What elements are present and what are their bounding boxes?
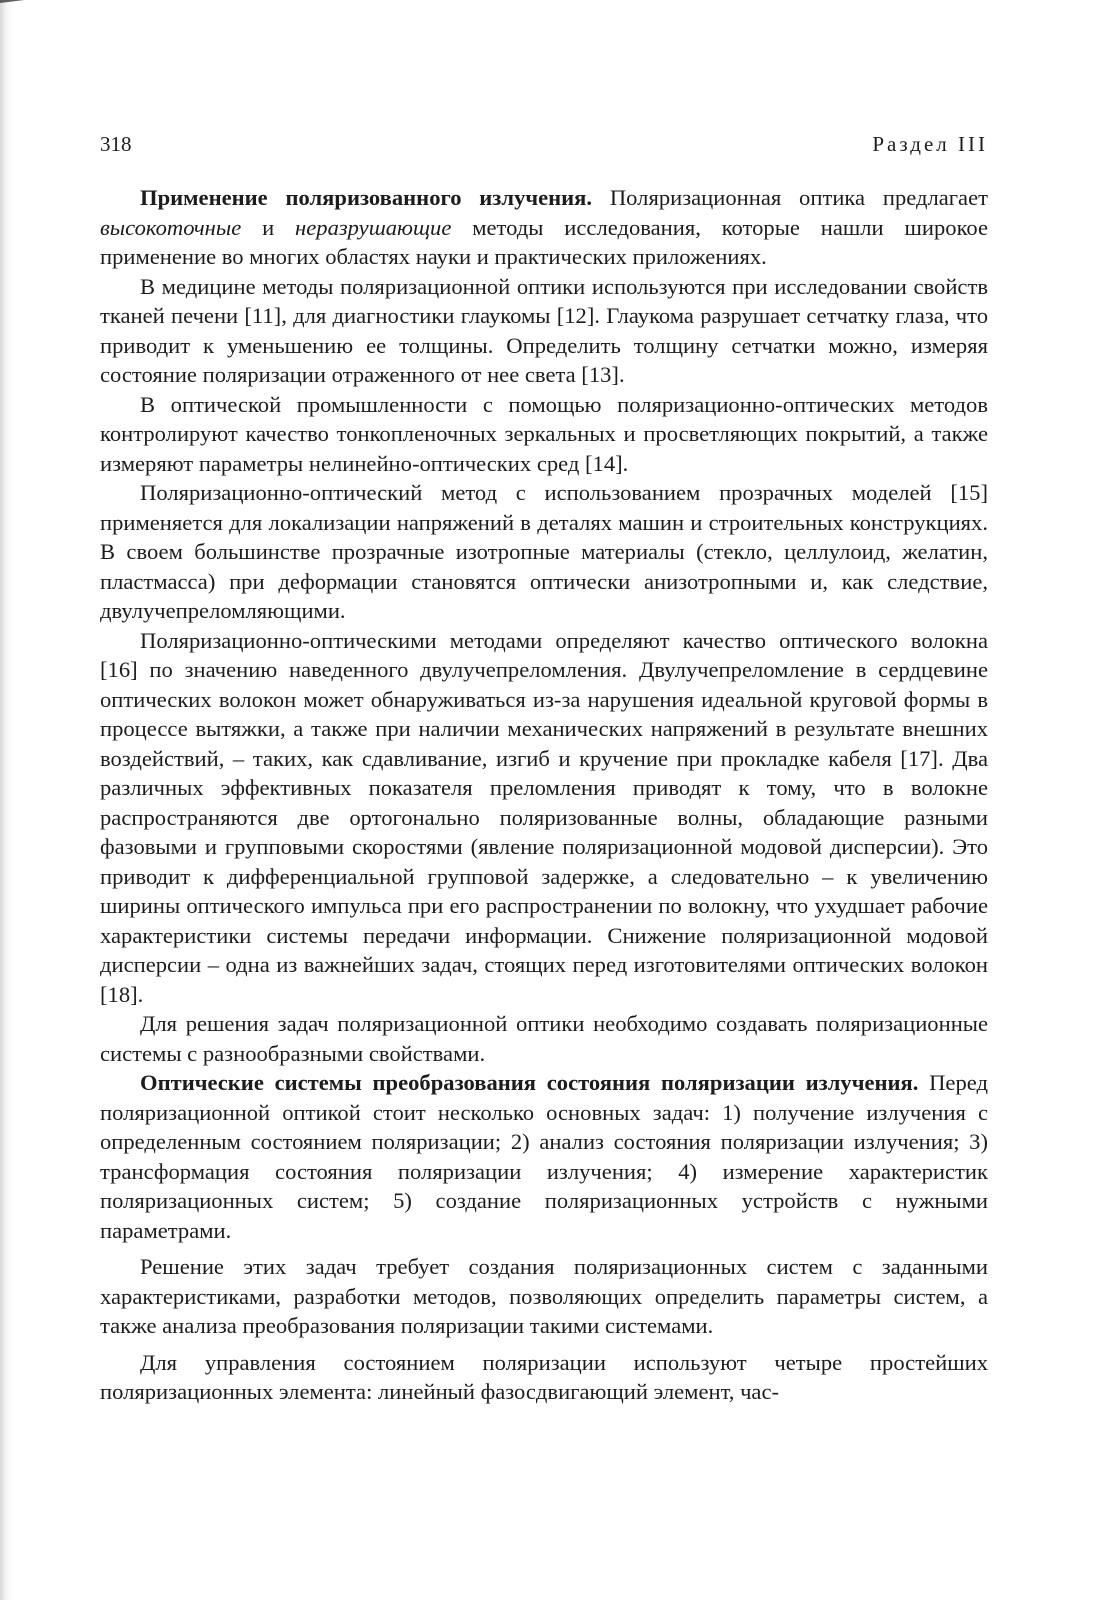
paragraph-text: и: [241, 214, 296, 240]
running-head: Раздел III: [872, 132, 988, 156]
paragraph-text: методы исследования, которые нашли широкое применение во многих областях науки и практических приложениях.: [100, 214, 989, 269]
paragraph-polarized-radiation: [100, 183, 988, 272]
paragraph-optical-industry: В оптической промышленности с помощью поляризационно-оптических методов контролируют качество тонкопленочных зеркальных и просветляющих покрытий, а также измеряют параметры нелинейно-оптических сред [14].: [100, 391, 988, 476]
page-header: [100, 132, 988, 158]
paragraph-transparent-models: Поляризационно-оптический метод с использованием прозрачных моделей [15] применяется для локализации напряжений в деталях машин и строительных конструкциях. В своем большинстве прозрачные изотропные материалы (стекло, целлулоид, желатин, пластмасса) при деформации становятся оптически анизотропными и, как следствие, двулучепреломляющими.: [100, 480, 988, 623]
paragraph-optical-fiber: Поляризационно-оптическими методами определяют качество оптического волокна [16] по значению наведенного двулучепреломления. Двулучепреломление в сердцевине оптических волокон может обнаруживаться из-за нарушения идеальной круговой формы в процессе вытяжки, а также при наличии механических напряжений в результате внешних воздействий, – таких, как сдавливание, изгиб и кручение при прокладке кабеля [17]. Два различных эффективных показателя преломления приводят к тому, что в волокне распространяются две ортогонально поляризованные волны, обладающие разными фазовыми и групповыми скоростями (явление поляризационной модовой дисперсии). Это приводит к дифференциальной групповой задержке, а следовательно – к увеличению ширины оптического импульса при его распространении по волокну, что ухудшает рабочие характеристики системы передачи информации. Снижение поляризационной модовой дисперсии – одна из важнейших задач, стоящих перед изготовителями оптических волокон [18].: [100, 627, 988, 1007]
paragraph-heading: Применение поляризованного излучения.: [140, 185, 593, 210]
paragraph-medicine: В медицине методы поляризационной оптики используются при исследовании свойств тканей печени [11], для диагностики глаукомы [12]. Глаукома разрушает сетчатку глаза, что приводит к уменьшению ее толщины. Определить толщину сетчатки можно, измеряя состояние поляризации отраженного от нее света [13].: [100, 273, 988, 387]
emphasis-text: неразрушающие: [295, 214, 452, 240]
emphasis-text: высокоточные: [100, 214, 242, 240]
body-text: [100, 183, 988, 1407]
paragraph-text: Поляризационная оптика предлагает: [592, 185, 988, 210]
paragraph-heading: Оптические системы преобразования состояния поляризации излучения.: [140, 1070, 919, 1095]
paragraph-solution: Решение этих задач требует создания поляризационных систем с заданными характеристиками, разработки методов, позволяющих определить параметры систем, а также анализа преобразования поляризации такими системами.: [100, 1254, 988, 1338]
paragraph-control: Для управления состоянием поляризации используют четыре простейших поляризационных элемента: линейный фазосдвигающий элемент, час-: [100, 1349, 988, 1404]
scan-corner-mark: [0, 0, 58, 17]
paragraph-optical-systems: [100, 1068, 988, 1245]
paragraph-polarization-systems: Для решения задач поляризационной оптики необходимо создавать поляризационные системы с разнообразными свойствами.: [100, 1011, 988, 1066]
paragraph-text: Перед поляризационной оптикой стоит несколько основных задач: 1) получение излучения с определенным состоянием поляризации; 2) анализ состояния поляризации излучения; 3) трансформация состояния поляризации излучения; 4) измерение характеристик поляризационных систем; 5) создание поляризационных устройств с нужными параметрами.: [100, 1070, 988, 1243]
page-number: 318: [100, 132, 132, 156]
